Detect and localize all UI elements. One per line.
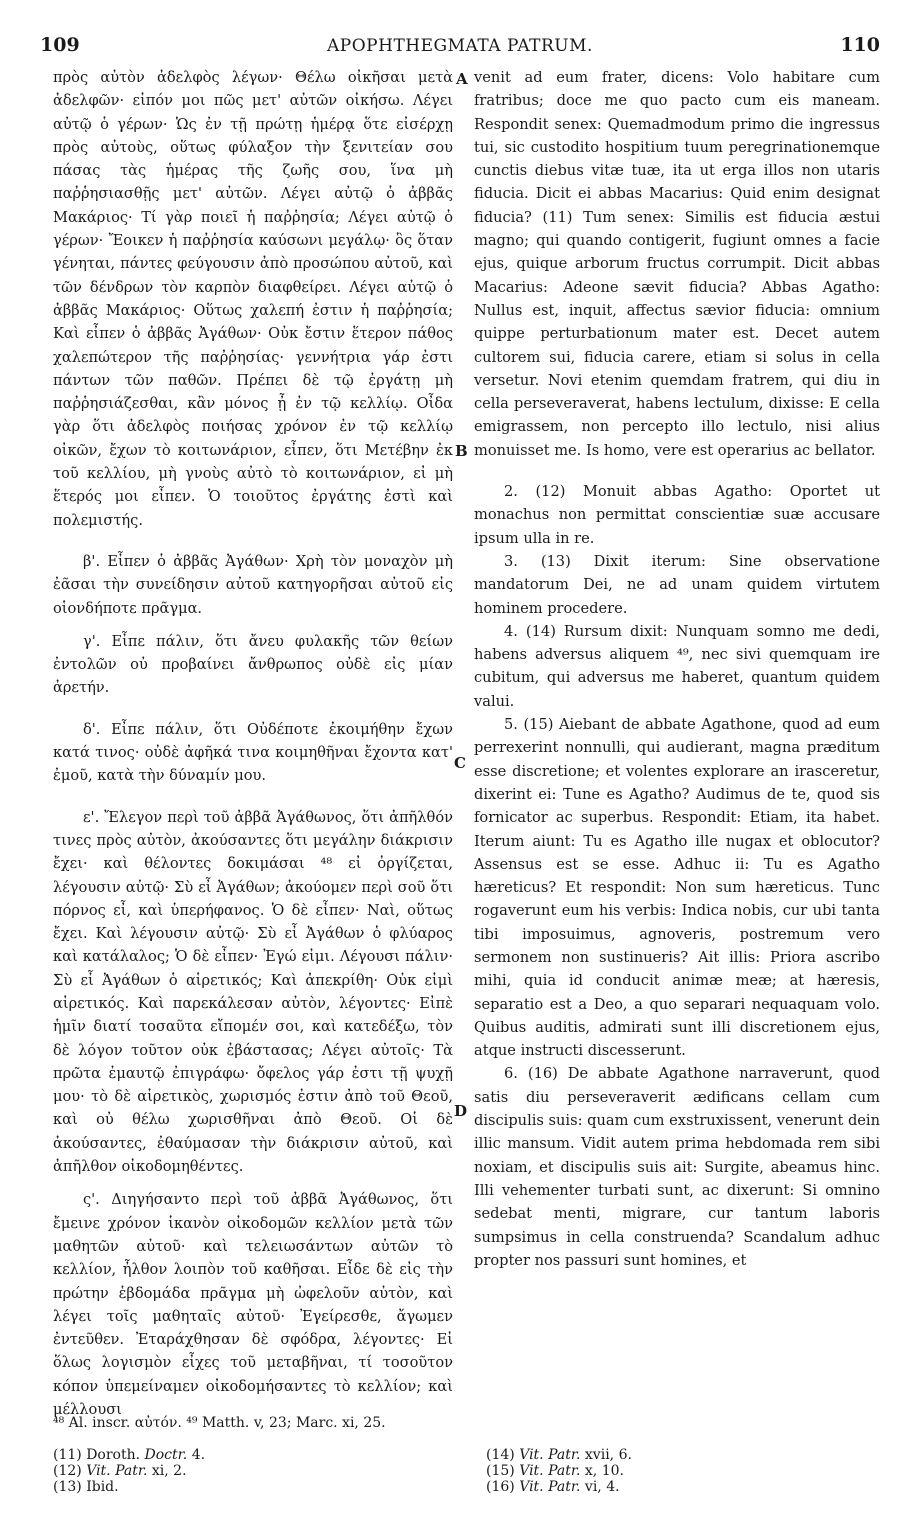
source-ref: (11) Doroth. Doctr. 4. bbox=[53, 1447, 206, 1463]
footnotes: ⁴⁸ Al. inscr. αὐτόν. ⁴⁹ Matth. v, 23; Marc. xi, 25. bbox=[53, 1415, 386, 1431]
source-ref: (12) Vit. Patr. xi, 2. bbox=[53, 1463, 187, 1479]
latin-paragraph-5: 5. (15) Aiebant de abbate Agathone, quod ad eum perrexerint nonnulli, qui audierant, magna præditum esse discretione; et volentes explorare an irasceretur, dixerint ei: Tune es Agatho? Audimus de te, quod sis fornicator ac superbus. Respondit: Etiam, ita habet. Iterum aiunt: Tu es Agatho ille nugax et oblocutor? Assensus est se esse. Adhuc ii: Tu es Agatho hæreticus? Et respondit: Non sum hæreticus. Tunc rogaverunt eum his verbis: Indica nobis, cur ubi tanta tibi imposuimus, agnoveris, postremum vero sermonem non sustinueris? Ait illis: Priora ascribo mihi, quia id conducit animæ meæ; at hæresis, separatio est a Deo, a quo separari nequaquam volo. Quibus auditis, admirati sunt illi discretionem ejus, atque instructi discesserunt. bbox=[474, 716, 880, 1060]
latin-paragraph-2: 2. (12) Monuit abbas Agatho: Oportet ut monachus non permittat conscientiæ suæ accusare ipsum ulla in re. bbox=[474, 483, 880, 547]
margin-marker-c: C bbox=[454, 754, 466, 772]
source-ref: (15) Vit. Patr. x, 10. bbox=[486, 1463, 624, 1479]
greek-paragraph-6: ς'. Διηγήσαντο περὶ τοῦ ἀββᾶ Ἀγάθωνος, ὅτι ἔμεινε χρόνον ἱκανὸν οἰκοδομῶν κελλίον μετὰ τῶν μαθητῶν αὐτοῦ· καὶ τελειωσάντων αὐτῶν τὸ κελλίον, ἦλθον λοιπὸν τοῦ καθῆσαι. Εἶδε δὲ εἰς τὴν πρώτην ἑβδομάδα πρᾶγμα μὴ ὠφελοῦν αὐτὸν, καὶ λέγει τοῖς μαθηταῖς αὐτοῦ· Ἐγείρεσθε, ἄγωμεν ἐντεῦθεν. Ἐταράχθησαν δὲ σφόδρα, λέγοντες· Εἰ ὅλως λογισμὸν εἶχες τοῦ μεταβῆναι, τί τοσοῦτον κόπον ὑπεμείναμεν οἰκοδομήσαντες τὸ κελλίον; καὶ μέλλουσι bbox=[53, 1191, 453, 1419]
latin-paragraph-3: 3. (13) Dixit iterum: Sine observatione mandatorum Dei, ne ad unam quidem virtutem hominem procedere. bbox=[474, 552, 880, 617]
page-number-left: 109 bbox=[40, 34, 80, 56]
greek-paragraph-1: πρὸς αὐτὸν ἀδελφὸς λέγων· Θέλω οἰκῆσαι μετὰ ἀδελφῶν· εἰπόν μοι πῶς μετ' αὐτῶν οἰκήσω. Λέγει αὐτῷ ὁ γέρων· Ὡς ἐν τῇ πρώτῃ ἡμέρᾳ ὅτε εἰσέρχῃ πρὸς αὐτοὺς, οὕτως φύλαξον τὴν ξενιτείαν σου πάσας τὰς ἡμέρας τῆς ζωῆς σου, ἵνα μὴ παῤῥησιασθῇς μετ' αὐτῶν. Λέγει αὐτῷ ὁ ἀββᾶς Μακάριος· Τί γὰρ ποιεῖ ἡ παῤῥησία; Λέγει αὐτῷ ὁ γέρων· Ἔοικεν ἡ παῤῥησία καύσωνι μεγάλῳ· ὃς ὅταν γένηται, πάντες φεύγουσιν ἀπὸ προσώπου αὐτοῦ, καὶ τῶν δένδρων τὸν καρπὸν διαφθείρει. Λέγει αὐτῷ ὁ ἀββᾶς Μακάριος· Οὕτως χαλεπή ἐστιν ἡ παῤῥησία; Καὶ εἶπεν ὁ ἀββᾶς Ἀγάθων· Οὐκ ἔστιν ἕτερον πάθος χαλεπώτερον τῆς παῤῥησίας· γεννήτρια γάρ ἐστι πάντων τῶν παθῶν. Πρέπει δὲ τῷ ἐργάτῃ μὴ παῤῥησιάζεσθαι, κἂν μόνος ᾖ ἐν τῷ κελλίῳ. Οἶδα γὰρ ὅτι ἀδελφὸς ποιήσας χρόνον ἐν τῷ κελλίῳ οἰκῶν, ἔχων τὸ κοιτωνάριον, εἶπεν, ὅτι Μετέβην ἐκ τοῦ κελλίου, μὴ γνοὺς αὐτὸ τὸ κοιτωνάριον, εἰ μὴ ἕτερός μοι εἶπεν. Ὁ τοιοῦτος ἐργάτης ἐστὶ καὶ πολεμιστής. bbox=[53, 69, 453, 529]
latin-paragraph-4: 4. (14) Rursum dixit: Nunquam somno me dedi, habens adversus aliquem ⁴⁹, nec sivi quemquam ire cubitum, qui adversus me haberet, quantum quidem valui. bbox=[474, 622, 880, 710]
source-list-left bbox=[53, 1447, 205, 1495]
page-number-right: 110 bbox=[840, 34, 880, 56]
latin-column bbox=[474, 66, 880, 1272]
source-ref: (14) Vit. Patr. xvii, 6. bbox=[486, 1447, 632, 1463]
margin-marker-a: A bbox=[456, 70, 468, 88]
greek-paragraph-3: γ'. Εἶπε πάλιν, ὅτι ἄνευ φυλακῆς τῶν θείων ἐντολῶν οὐ προβαίνει ἄνθρωπος οὐδὲ εἰς μίαν ἀρετήν. bbox=[53, 632, 453, 697]
running-title: APOPHTHEGMATA PATRUM. bbox=[327, 36, 593, 56]
margin-marker-b: B bbox=[455, 442, 468, 460]
running-header bbox=[40, 34, 880, 60]
source-list-right bbox=[486, 1447, 632, 1495]
greek-paragraph-2: β'. Εἶπεν ὁ ἀββᾶς Ἀγάθων· Χρὴ τὸν μοναχὸν μὴ ἐᾶσαι τὴν συνείδησιν αὐτοῦ κατηγορῆσαι αὐτοῦ εἰς οἱονδήποτε πρᾶγμα. bbox=[53, 552, 453, 617]
source-ref: (16) Vit. Patr. vi, 4. bbox=[486, 1479, 620, 1495]
latin-paragraph-6: 6. (16) De abbate Agathone narraverunt, quod satis diu perseveraverit ædificans cellam cum discipulis suis: quam cum exstruxissent, venerunt dein illic mansum. Vidit autem prima hebdomada rem sibi noxiam, et discipulis suis ait: Surgite, abeamus hinc. Illi vehementer turbati sunt, ac dixerunt: Si omnino sedebat menti, migrare, cur tantum laboris sumpsimus in cella construenda? Scandalum adhuc propter nos passuri sunt homines, et bbox=[474, 1065, 881, 1269]
greek-paragraph-5: ε'. Ἔλεγον περὶ τοῦ ἀββᾶ Ἀγάθωνος, ὅτι ἀπῆλθόν τινες πρὸς αὐτὸν, ἀκούσαντες ὅτι μεγάλην διάκρισιν ἔχει· καὶ θέλοντες δοκιμάσαι ⁴⁸ εἰ ὀργίζεται, λέγουσιν αὐτῷ· Σὺ εἶ Ἀγάθων; ἀκούομεν περὶ σοῦ ὅτι πόρνος εἶ, καὶ ὑπερήφανος. Ὁ δὲ εἶπεν· Ναὶ, οὕτως ἔχει. Καὶ λέγουσιν αὐτῷ· Σὺ εἶ Ἀγάθων ὁ φλύαρος καὶ κατάλαλος; Ὁ δὲ εἶπεν· Ἐγώ εἰμι. Λέγουσι πάλιν· Σὺ εἶ Ἀγάθων ὁ αἱρετικός; Καὶ ἀπεκρίθη· Οὐκ εἰμὶ αἱρετικός. Καὶ παρεκάλεσαν αὐτὸν, λέγοντες· Εἰπὲ ἡμῖν διατί τοσαῦτα εἴπομέν σοι, καὶ κατεδέξω, τὸν δὲ λόγον τοῦτον οὐκ ἐβάστασας; Λέγει αὐτοῖς· Τὰ πρῶτα ἐμαυτῷ ἐπιγράφω· ὄφελος γάρ ἐστι τῇ ψυχῇ μου· τὸ δὲ αἱρετικὸς, χωρισμός ἐστιν ἀπὸ τοῦ Θεοῦ, καὶ οὐ θέλω χωρισθῆναι ἀπὸ Θεοῦ. Οἱ δὲ ἀκούσαντες, ἐθαύμασαν τὴν διάκρισιν αὐτοῦ, καὶ ἀπῆλθον οἰκοδομηθέντες. bbox=[53, 808, 453, 1176]
latin-paragraph-1: venit ad eum frater, dicens: Volo habitare cum fratribus; doce me quo pacto cum eis maneam. Respondit senex: Quemadmodum primo die ingressus tui, sic custodito hospitium tuum peregrinationemque cunctis diebus vitæ tuæ, ita ut erga illos non utaris fiducia. Dicit ei abbas Macarius: Quid enim designat fiducia? (11) Tum senex: Similis est fiducia æstui magno; qui quando contigerit, fugiunt omnes a facie ejus, quique arborum fructus corrumpit. Dicit abbas Macarius: Adeone sævit fiducia? Abbas Agatho: Nullus est, inquit, affectus sævior fiducia: omnium quippe perturbationum mater est. Decet autem cultorem sui, fiducia carere, etiam si solus in cella versetur. Novi etenim quemdam fratrem, qui diu in cella perseveraverat, habens lectulum, dixisse: E cella emigrassem, non percepto illo lectulo, nisi alius monuisset me. Is homo, vere est operarius ac bellator. bbox=[474, 69, 880, 459]
source-ref: (13) Ibid. bbox=[53, 1479, 119, 1495]
greek-paragraph-4: δ'. Εἶπε πάλιν, ὅτι Οὐδέποτε ἐκοιμήθην ἔχων κατά τινος· οὐδὲ ἀφῆκά τινα κοιμηθῆναι ἔχοντα κατ' ἐμοῦ, κατὰ τὴν δύναμίν μου. bbox=[53, 720, 453, 785]
greek-column bbox=[53, 66, 453, 1421]
margin-marker-d: D bbox=[454, 1102, 468, 1120]
